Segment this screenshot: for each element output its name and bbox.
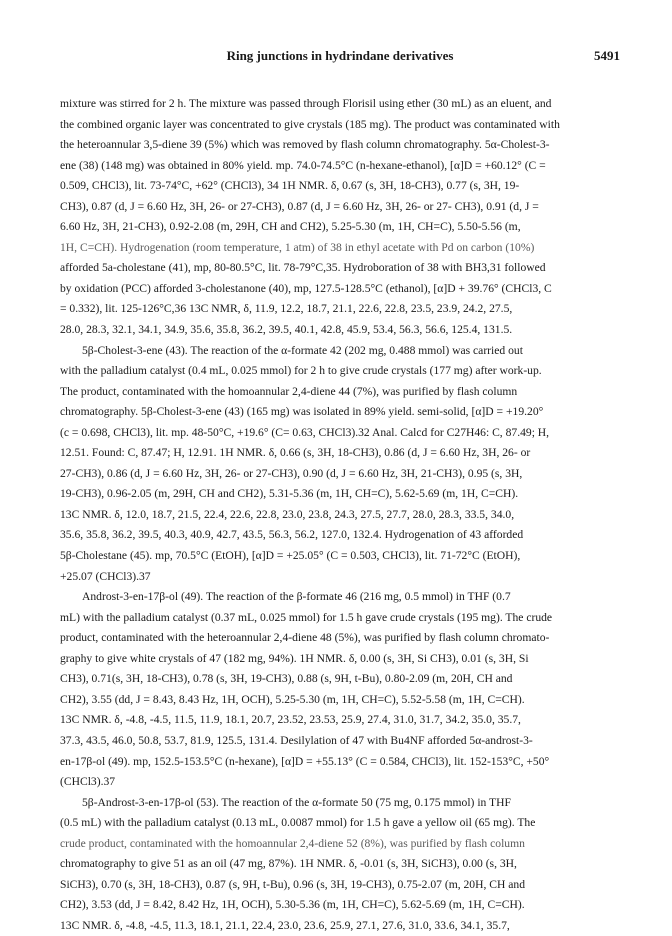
text-line: = 0.332), lit. 125-126°C,36 13C NMR, δ, 11.9, 12.2, 18.7, 21.1, 22.6, 22.8, 23.5, 23.9, 24.2, 27.5,: [60, 302, 513, 316]
text-line: 37.3, 43.5, 46.0, 50.8, 53.7, 81.9, 125.5, 131.4. Desilylation of 47 with Bu4NF afforded 5α-androst-3-: [60, 733, 533, 747]
text-line: (0.5 mL) with the palladium catalyst (0.13 mL, 0.0087 mmol) for 1.5 h gave a yellow oil (65 mg). The: [60, 816, 536, 830]
text-line: afforded 5a-cholestane (41), mp, 80-80.5°C, lit. 78-79°C,35. Hydroboration of 38 with BH3,31 followed: [60, 261, 546, 275]
text-line: 5β-Cholestane (45). mp, 70.5°C (EtOH), [α]D = +25.05° (C = 0.503, CHCl3), lit. 71-72°C (EtOH),: [60, 549, 521, 563]
text-line: the heteroannular 3,5-diene 39 (5%) which was removed by flash column chromatography. 5α-Cholest-3-: [60, 138, 550, 152]
text-line: graphy to give white crystals of 47 (182 mg, 94%). 1H NMR. δ, 0.00 (s, 3H, Si CH3), 0.01 (s, 3H, Si: [60, 651, 529, 665]
text-line: The product, contaminated with the homoannular 2,4-diene 44 (7%), was purified by flash column: [60, 384, 518, 398]
text-line: product, contaminated with the heteroannular 2,4-diene 48 (5%), was purified by flash column chromato-: [60, 631, 550, 645]
text-line: SiCH3), 0.70 (s, 3H, 18-CH3), 0.87 (s, 9H, t-Bu), 0.96 (s, 3H, 19-CH3), 0.75-2.07 (m, 20H, CH and: [60, 877, 526, 891]
running-head: Ring junctions in hydrindane derivatives: [226, 48, 454, 63]
text-line: (c = 0.698, CHCl3), lit. mp. 48-50°C, +19.6° (C= 0.63, CHCl3).32 Anal. Calcd for C27H46: C, 87.49; H,: [60, 425, 550, 439]
text-line: the combined organic layer was concentrated to give crystals (185 mg). The product was contaminated with: [60, 117, 560, 131]
text-line: 5β-Androst-3-en-17β-ol (53). The reaction of the α-formate 50 (75 mg, 0.175 mmol) in THF: [82, 795, 511, 809]
text-line: by oxidation (PCC) afforded 3-cholestanone (40), mp, 127.5-128.5°C (ethanol), [α]D + 39.76° (CHCl3, C: [60, 281, 552, 295]
text-line: CH3), 0.87 (d, J = 6.60 Hz, 3H, 26- or 27-CH3), 0.87 (d, J = 6.60 Hz, 3H, 26- or 27- CH3), 0.91 (d, J =: [60, 199, 539, 213]
text-line: CH2), 3.55 (dd, J = 8.43, 8.43 Hz, 1H, OCH), 5.25-5.30 (m, 1H, CH=C), 5.52-5.58 (m, 1H, C=CH).: [60, 692, 525, 706]
text-line: mL) with the palladium catalyst (0.37 mL, 0.025 mmol) for 1.5 h gave crude crystals (195 mg). The crude: [60, 610, 553, 624]
text-line: 0.509, CHCl3), lit. 73-74°C, +62° (CHCl3), 34 1H NMR. δ, 0.67 (s, 3H, 18-CH3), 0.77 (s, 3H, 19-: [60, 179, 520, 193]
body-text: [60, 94, 622, 936]
text-line: Androst-3-en-17β-ol (49). The reaction of the β-formate 46 (216 mg, 0.5 mmol) in THF (0.7: [82, 590, 511, 604]
text-line: 19-CH3), 0.96-2.05 (m, 29H, CH and CH2), 5.31-5.36 (m, 1H, CH=C), 5.62-5.69 (m, 1H, C=CH).: [60, 487, 519, 501]
text-line: 35.6, 35.8, 36.2, 39.5, 40.3, 40.9, 42.7, 43.5, 56.3, 56.2, 127.0, 132.4. Hydrogenation of 43 afforded: [60, 528, 524, 542]
text-line: with the palladium catalyst (0.4 mL, 0.025 mmol) for 2 h to give crude crystals (177 mg) after work-up.: [60, 364, 542, 378]
text-line: mixture was stirred for 2 h. The mixture was passed through Florisil using ether (30 mL) as an eluent, and: [60, 97, 552, 110]
text-line: 5β-Cholest-3-ene (43). The reaction of the α-formate 42 (202 mg, 0.488 mmol) was carried out: [82, 343, 523, 357]
text-line: 28.0, 28.3, 32.1, 34.1, 34.9, 35.6, 35.8, 36.2, 39.5, 40.1, 42.8, 45.9, 53.4, 56.3, 56.6, 125.4, 131.5.: [60, 323, 513, 337]
text-line: +25.07 (CHCl3).37: [60, 569, 151, 583]
page-header: [60, 48, 620, 64]
text-line: 13C NMR. δ, 12.0, 18.7, 21.5, 22.4, 22.6, 22.8, 23.0, 23.8, 24.3, 27.5, 27.7, 28.0, 28.3, 33.5, 34.0,: [60, 507, 515, 521]
text-line: 6.60 Hz, 3H, 21-CH3), 0.92-2.08 (m, 29H, CH and CH2), 5.25-5.30 (m, 1H, CH=C), 5.50-5.56 (m,: [60, 220, 521, 234]
text-line: crude product, contaminated with the homoannular 2,4-diene 52 (8%), was purified by flash column: [60, 836, 525, 850]
text-line: chromatography to give 51 as an oil (47 mg, 87%). 1H NMR. δ, -0.01 (s, 3H, SiCH3), 0.00 (s, 3H,: [60, 857, 517, 871]
text-line: 13C NMR. δ, -4.8, -4.5, 11.5, 11.9, 18.1, 20.7, 23.52, 23.53, 25.9, 27.4, 31.0, 31.7, 34.2, 35.0, 35.7,: [60, 713, 521, 727]
text-line: 27-CH3), 0.86 (d, J = 6.60 Hz, 3H, 26- or 27-CH3), 0.90 (d, J = 6.60 Hz, 3H, 21-CH3), 0.95 (s, 3H,: [60, 466, 523, 480]
text-line: CH2), 3.53 (dd, J = 8.42, 8.42 Hz, 1H, OCH), 5.30-5.36 (m, 1H, CH=C), 5.62-5.69 (m, 1H, C=CH).: [60, 898, 525, 912]
text-line: CH3), 0.71(s, 3H, 18-CH3), 0.78 (s, 3H, 19-CH3), 0.88 (s, 9H, t-Bu), 0.80-2.09 (m, 20H, CH and: [60, 672, 513, 686]
page-number: 5491: [594, 48, 620, 63]
text-line: ene (38) (148 mg) was obtained in 80% yield. mp. 74.0-74.5°C (n-hexane-ethanol), [α]D = +60.12° (C =: [60, 158, 546, 172]
text-line: 1H, C=CH). Hydrogenation (room temperature, 1 atm) of 38 in ethyl acetate with Pd on carbon (10%): [60, 240, 535, 254]
text-line: 13C NMR. δ, -4.8, -4.5, 11.3, 18.1, 21.1, 22.4, 23.0, 23.6, 25.9, 27.1, 27.6, 31.0, 33.6, 34.1, 35.7,: [60, 918, 510, 932]
text-line: chromatography. 5β-Cholest-3-ene (43) (165 mg) was isolated in 89% yield. semi-solid, [α]D = +19.20°: [60, 405, 544, 419]
text-line: 12.51. Found: C, 87.47; H, 12.91. 1H NMR. δ, 0.66 (s, 3H, 18-CH3), 0.86 (d, J = 6.60 Hz, 3H, 26- or: [60, 446, 531, 460]
text-line: en-17β-ol (49). mp, 152.5-153.5°C (n-hexane), [α]D = +55.13° (C = 0.584, CHCl3), lit. 152-153°C, +50°: [60, 754, 550, 768]
text-line: (CHCl3).37: [60, 775, 116, 789]
